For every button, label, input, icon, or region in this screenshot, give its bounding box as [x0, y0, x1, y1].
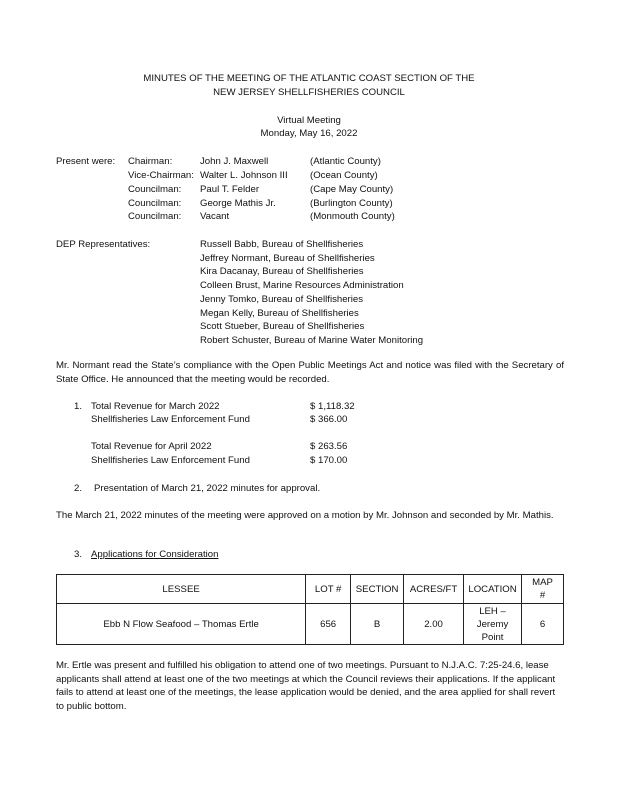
dep-rep: Kira Dacanay, Bureau of Shellfisheries — [200, 266, 364, 277]
revenue-label: Shellfisheries Law Enforcement Fund — [91, 455, 250, 466]
document-title-line-2: NEW JERSEY SHELLFISHERIES COUNCIL — [213, 87, 405, 98]
dep-rep: Jeffrey Normant, Bureau of Shellfisheries — [200, 253, 375, 264]
dep-rep: Colleen Brust, Marine Resources Administration — [200, 280, 404, 291]
present-county: (Monmouth County) — [310, 211, 395, 222]
present-name: John J. Maxwell — [200, 156, 269, 167]
location-line: Point — [481, 631, 504, 643]
document-title-line-1: MINUTES OF THE MEETING OF THE ATLANTIC COAST SECTION OF THE — [143, 73, 475, 84]
item-3-heading: Applications for Consideration — [91, 549, 219, 560]
revenue-label: Total Revenue for March 2022 — [91, 401, 220, 412]
present-county: (Burlington County) — [310, 198, 393, 209]
present-role: Vice-Chairman: — [128, 170, 194, 181]
revenue-value: $ 1,118.32 — [310, 401, 355, 412]
present-role: Chairman: — [128, 156, 173, 167]
cell-lessee: Ebb N Flow Seafood – Thomas Ertle — [57, 604, 306, 645]
present-role: Councilman: — [128, 211, 182, 222]
table-row — [57, 604, 564, 645]
revenue-label: Shellfisheries Law Enforcement Fund — [91, 414, 250, 425]
column-header-lessee: LESSEE — [57, 575, 306, 604]
column-header-map-line: MAP — [532, 577, 553, 588]
location-line: Jeremy — [476, 618, 509, 630]
column-header-map-line: # — [539, 590, 546, 601]
present-name: Walter L. Johnson III — [200, 170, 288, 181]
item-3-number: 3. — [74, 549, 83, 560]
meeting-date: Monday, May 16, 2022 — [260, 128, 358, 139]
meeting-type: Virtual Meeting — [277, 115, 341, 126]
cell-lot: 656 — [306, 604, 351, 645]
present-county: (Cape May County) — [310, 184, 394, 195]
closing-paragraph: Mr. Ertle was present and fulfilled his obligation to attend one of two meetings. Pursuant to N.J.A.C. 7:25-24.6, lease applicants shall attend at least one of the two meetings at which the Council reviews their applications. If the applicant fails to attend at least one of the meetings, the lease application would be denied, and the area applied for shall revert to public bottom. — [56, 660, 556, 712]
revenue-value: $ 263.56 — [310, 441, 348, 452]
item-2-number: 2. — [74, 483, 83, 494]
lease-applications-table — [56, 574, 564, 645]
location-line: LEH – — [479, 605, 506, 617]
present-name: Paul T. Felder — [200, 184, 260, 195]
present-role: Councilman: — [128, 184, 182, 195]
table-header-row — [57, 575, 564, 604]
column-header-section: SECTION — [351, 575, 404, 604]
dep-rep: Scott Stueber, Bureau of Shellfisheries — [200, 321, 365, 332]
present-name: Vacant — [200, 211, 230, 222]
present-role: Councilman: — [128, 198, 182, 209]
cell-map: 6 — [522, 604, 564, 645]
cell-acres: 2.00 — [404, 604, 464, 645]
item-1-number: 1. — [74, 401, 83, 412]
column-header-location: LOCATION — [464, 575, 522, 604]
column-header-map — [522, 575, 564, 604]
present-label: Present were: — [56, 156, 116, 167]
dep-rep: Jenny Tomko, Bureau of Shellfisheries — [200, 294, 364, 305]
dep-rep: Russell Babb, Bureau of Shellfisheries — [200, 239, 364, 250]
cell-section: B — [351, 604, 404, 645]
present-county: (Ocean County) — [310, 170, 378, 181]
revenue-label: Total Revenue for April 2022 — [91, 441, 212, 452]
item-2-text: Presentation of March 21, 2022 minutes for approval. — [94, 483, 321, 494]
intro-paragraph: Mr. Normant read the State’s compliance with the Open Public Meetings Act and notice was filed with the Secretary of State Office. He announced that the meeting would be recorded. — [56, 360, 564, 385]
column-header-lot: LOT # — [306, 575, 351, 604]
cell-location — [464, 604, 522, 645]
dep-rep: Robert Schuster, Bureau of Marine Water Monitoring — [200, 335, 424, 346]
revenue-value: $ 366.00 — [310, 414, 348, 425]
column-header-acres: ACRES/FT — [404, 575, 464, 604]
dep-label: DEP Representatives: — [56, 239, 151, 250]
dep-rep: Megan Kelly, Bureau of Shellfisheries — [200, 308, 359, 319]
present-name: George Mathis Jr. — [200, 198, 276, 209]
revenue-value: $ 170.00 — [310, 455, 348, 466]
present-county: (Atlantic County) — [310, 156, 381, 167]
approval-paragraph: The March 21, 2022 minutes of the meeting were approved on a motion by Mr. Johnson and seconded by Mr. Mathis. — [56, 510, 554, 521]
